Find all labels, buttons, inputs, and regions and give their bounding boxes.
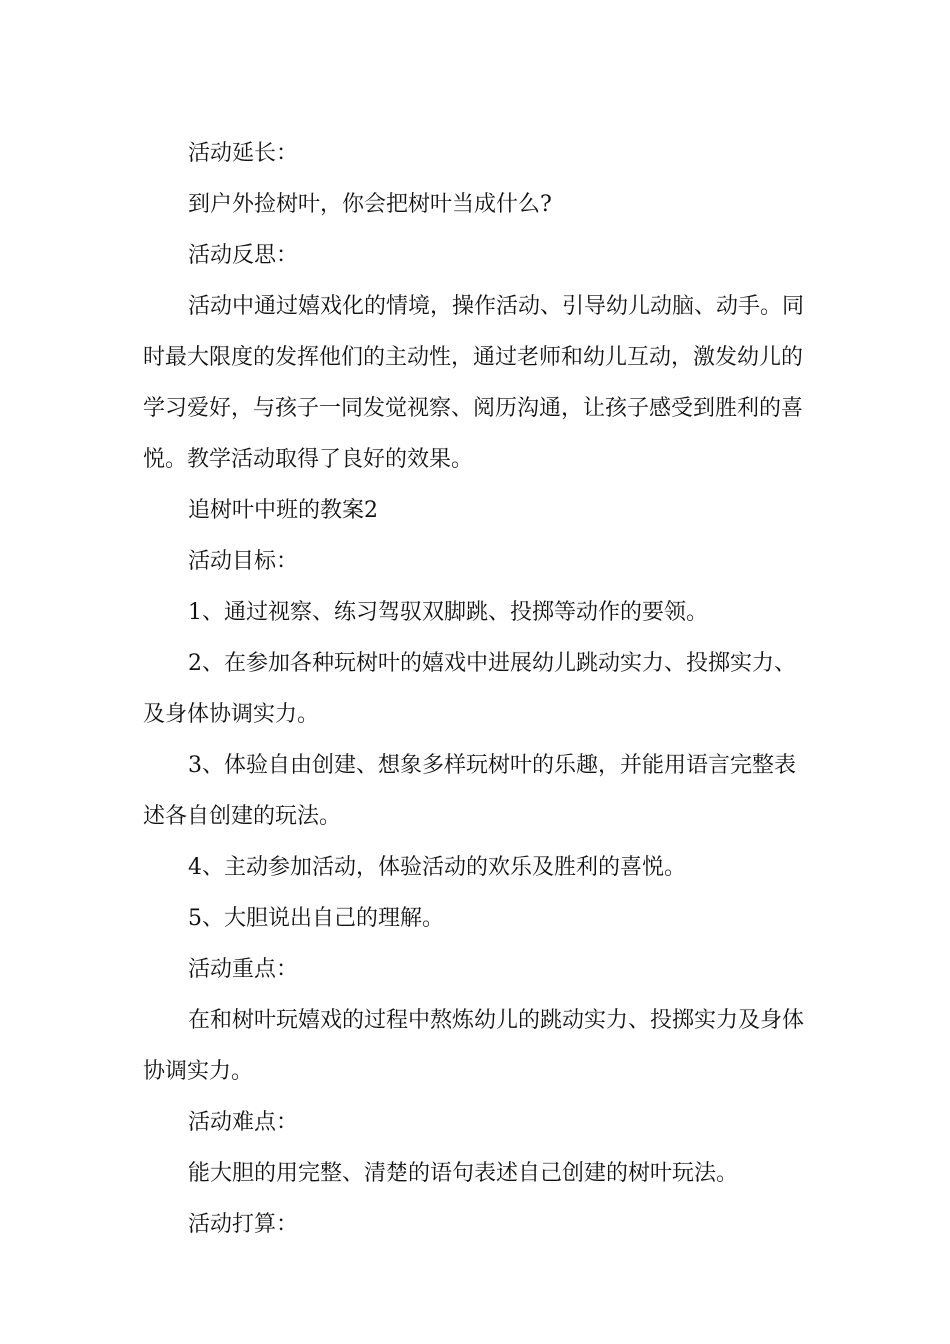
section-title: 追树叶中班的教案2 — [188, 498, 378, 523]
paragraph-activity-extension-heading: 活动延长： — [188, 141, 299, 166]
paragraph-goal-2: 2、在参加各种玩树叶的嬉戏中进展幼儿跳动实力、投掷实力、及身体协调实力。 — [143, 651, 796, 727]
paragraph-key-points-heading: 活动重点： — [188, 957, 299, 982]
paragraph-difficulty-heading: 活动难点： — [188, 1110, 299, 1135]
paragraph-goals-heading: 活动目标： — [188, 549, 299, 574]
paragraph-goal-1: 1、通过视察、练习驾驭双脚跳、投掷等动作的要领。 — [188, 600, 708, 625]
paragraph-goal-5: 5、大胆说出自己的理解。 — [188, 906, 444, 931]
document-body — [143, 128, 808, 1250]
paragraph-key-points-text: 在和树叶玩嬉戏的过程中熬炼幼儿的跳动实力、投掷实力及身体协调实力。 — [143, 1008, 805, 1084]
paragraph-goal-3: 3、体验自由创建、想象多样玩树叶的乐趣，并能用语言完整表述各自创建的玩法。 — [143, 753, 796, 829]
paragraph-extension-text: 到户外捡树叶，你会把树叶当成什么? — [188, 192, 552, 217]
paragraph-preparation-heading: 活动打算： — [188, 1212, 299, 1237]
paragraph-reflection-heading: 活动反思： — [188, 243, 299, 268]
paragraph-goal-4: 4、主动参加活动，体验活动的欢乐及胜利的喜悦。 — [188, 855, 686, 880]
paragraph-difficulty-text: 能大胆的用完整、清楚的语句表述自己创建的树叶玩法。 — [188, 1161, 739, 1186]
paragraph-reflection-text: 活动中通过嬉戏化的情境，操作活动、引导幼儿动脑、动手。同时最大限度的发挥他们的主动性，通过老师和幼儿互动，激发幼儿的学习爱好，与孩子一同发觉视察、阅历沟通，让孩子感受到胜利的喜悦。教学活动取得了良好的效果。 — [143, 294, 805, 472]
